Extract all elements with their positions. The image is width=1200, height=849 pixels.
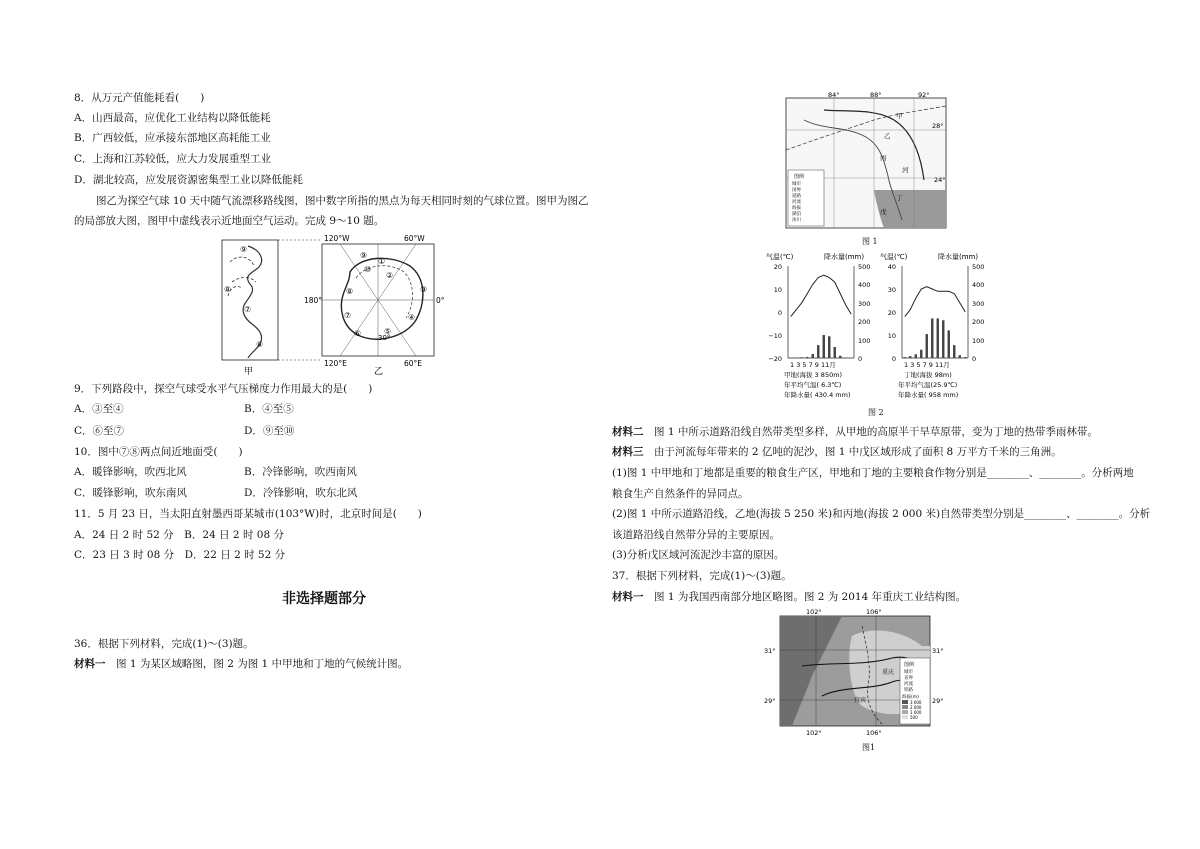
ding-annual-precip: 年降水量( 958 mm) (898, 391, 959, 399)
ding-rtick-5: 0 (972, 355, 977, 363)
sw-lat-31-right: 31° (932, 647, 944, 655)
sw-legend-title: 图例 (904, 662, 915, 668)
ding-rtick-3: 200 (972, 318, 985, 326)
map-place-he: 河 (902, 166, 909, 174)
fig2-caption: 图 2 (868, 408, 884, 417)
sw-elev-2000: 2 000 (910, 705, 922, 710)
lon-0: 0° (436, 296, 445, 305)
q11-options-row1: A．24 日 2 时 52 分 B．24 日 2 时 08 分 (74, 529, 284, 541)
lat-30: 30° (378, 334, 391, 342)
lon-60e: 60°E (404, 359, 423, 368)
map-lon-84: 84° (828, 91, 840, 99)
jia-station: 甲地(海拔 3 850m) (784, 371, 843, 379)
jia-rtick-1: 400 (858, 281, 871, 289)
yi-marker-5: ⑤ (384, 327, 392, 336)
map-legend-item-city: 城市 (792, 182, 801, 187)
material2-label: 材料二 (612, 426, 644, 438)
sw-lon-106-top: 106° (866, 608, 882, 616)
climate-charts-figure (762, 250, 998, 406)
sw-elev-500: 500 (910, 715, 918, 720)
ding-precip-bar-month-6 (931, 318, 933, 358)
ding-precip-bar-month-2 (909, 356, 911, 358)
material3-text: 由于河流每年带来的 2 亿吨的泥沙，图 1 中戊区域形成了面积 8 万平方千米的三角洲。 (654, 446, 1062, 458)
jia-precip-bar-month-4 (806, 357, 808, 358)
jia-marker-9: ⑨ (240, 245, 248, 254)
yi-marker-8: ⑧ (346, 287, 354, 296)
map-legend-item-road: 道路 (792, 194, 801, 199)
map-legend-title: 图例 (794, 174, 805, 180)
yi-marker-9: ⑨ (360, 251, 368, 260)
jia-xticks: 1 3 5 7 9 11月 (790, 361, 836, 369)
map-lat-28: 28° (932, 122, 944, 130)
ding-precip-bar-month-11 (959, 355, 961, 358)
q36-2-line2: 该道路沿线自然带分异的主要原因。 (612, 529, 780, 541)
map-lon-88: 88° (870, 91, 882, 99)
sw-elev-title: 海拔(m) (902, 695, 919, 700)
q36-3: (3)分析戊区域河流泥沙丰富的原因。 (612, 549, 785, 561)
lon-120e: 120°E (324, 359, 347, 368)
section-title: 非选择题部分 (282, 591, 366, 607)
q9-option-a: A．③至④ (74, 403, 124, 415)
lon-60w: 60°W (404, 234, 425, 243)
lon-120w: 120°W (324, 234, 350, 243)
q36-material1 (74, 657, 408, 671)
sw-legend-border: 省界 (904, 676, 913, 681)
q9-option-d: D．⑨至⑩ (244, 425, 295, 437)
sw-elev-3000: 3 000 (910, 700, 922, 705)
jia-precip-bar-month-7 (823, 335, 825, 358)
label-jia: 甲 (244, 367, 254, 377)
jia-annual-temp: 年平均气温( 6.3℃) (784, 381, 842, 389)
material3 (612, 445, 1062, 459)
balloon-path-figure (220, 232, 520, 377)
sw-lat-29-right: 29° (932, 697, 944, 705)
sw-lat-31-left: 31° (764, 647, 776, 655)
jia-precip-bar-month-3 (801, 357, 803, 358)
yi-marker-2: ② (386, 271, 394, 280)
jia-box (222, 240, 278, 360)
q37-stem: 37．根据下列材料，完成(1)～(3)题。 (612, 570, 792, 582)
map-legend-item-glacier: 冰川 (792, 218, 801, 223)
sw-lon-102-bottom: 102° (806, 729, 822, 737)
q37-material1-label: 材料一 (612, 591, 644, 603)
q8-option-c: C．上海和江苏较低，应大力发展重型工业 (74, 153, 272, 165)
ding-ltick-2: 20 (887, 309, 896, 317)
q36-stem: 36．根据下列材料，完成(1)～(3)题。 (74, 638, 254, 650)
q10-option-b: B．冷锋影响，吹西南风 (244, 466, 357, 478)
q9-option-b: B．④至⑤ (244, 403, 294, 415)
intro-9-10-line1: 图乙为探空气球 10 天中随气流漂移路线图，图中数字所指的黑点为每天相同时刻的气球位置。图甲为图乙 (96, 195, 589, 207)
sw-legend-city: 城市 (904, 670, 913, 675)
sw-lon-102-top: 102° (806, 608, 822, 616)
jia-ltick-4: −20 (768, 355, 782, 363)
map-place-wu: 戊 (880, 208, 887, 216)
q8-option-d: D．湖北较高，应发展资源密集型工业以降低能耗 (74, 174, 303, 186)
jia-ylabel-left: 气温(℃) (766, 253, 794, 261)
q37-material1 (612, 590, 966, 604)
yi-marker-1: ① (378, 257, 386, 266)
jia-rtick-3: 200 (858, 318, 871, 326)
ding-station: 丁地(海拔 98m) (904, 371, 952, 379)
sw-elev-1000: 1 000 (910, 710, 922, 715)
southwest-map-figure (762, 606, 948, 740)
map-lon-92: 92° (918, 91, 930, 99)
q36-2-line1: (2)图 1 中所示道路沿线，乙地(海拔 5 250 米)和丙地(海拔 2 000 米)自然带类型分别是________、________。分析 (612, 508, 1151, 520)
yi-marker-4: ④ (408, 313, 416, 322)
material3-label: 材料三 (612, 446, 644, 458)
ding-precip-bar-month-9 (948, 330, 950, 358)
ding-precip-bar-month-8 (942, 320, 944, 358)
q9-stem: 9．下列路段中，探空气球受水平气压梯度力作用最大的是( ) (74, 383, 373, 395)
material2-text: 图 1 中所示道路沿线自然带类型多样，从甲地的高原半干旱草原带，变为丁地的热带季雨林带。 (654, 426, 1098, 438)
sw-legend-river: 河流 (904, 682, 913, 687)
q11-stem: 11．5 月 23 日，当太阳直射墨西哥某城市(103°W)时，北京时间是( ) (74, 508, 422, 520)
ding-ylabel-right: 降水量(mm) (938, 253, 979, 261)
climate-chart-jia (766, 252, 870, 399)
ding-precip-bar-month-5 (926, 334, 928, 358)
ding-ylabel-left: 气温(℃) (880, 253, 908, 261)
q10-option-d: D．冷锋影响，吹东北风 (244, 487, 358, 499)
jia-precip-bar-month-6 (817, 345, 819, 358)
jia-marker-6: ⑥ (256, 340, 264, 349)
q10-option-a: A．暖锋影响，吹西北风 (74, 466, 187, 478)
ding-precip-bar-month-10 (953, 345, 955, 358)
yi-marker-10: ⑩ (364, 265, 372, 274)
jia-ltick-1: 10 (773, 286, 782, 294)
ding-ltick-1: 30 (887, 286, 896, 294)
map-lat-24: 24° (934, 176, 946, 184)
ding-precip-bar-month-3 (915, 354, 917, 358)
map-legend-item-border: 国界 (792, 188, 801, 193)
ding-ltick-0: 40 (887, 263, 896, 271)
q37-material1-text: 图 1 为我国西南部分地区略图。图 2 为 2014 年重庆工业结构图。 (654, 591, 967, 603)
jia-precip-bar-month-8 (828, 336, 830, 358)
fig3-caption: 图1 (862, 743, 876, 752)
q11-options-row2: C．23 日 3 时 08 分 D．22 日 2 时 52 分 (74, 549, 286, 561)
map-legend-item-elevation: 海拔 (792, 206, 801, 211)
ding-precip-bar-month-7 (937, 318, 939, 358)
q36-material1-text: 图 1 为某区域略图，图 2 为图 1 中甲地和丁地的气候统计图。 (116, 658, 409, 670)
jia-ltick-0: 20 (773, 263, 782, 271)
ding-rtick-2: 300 (972, 300, 985, 308)
ding-ltick-3: 10 (887, 332, 896, 340)
jia-ltick-3: −10 (768, 332, 782, 340)
ding-xticks: 1 3 5 7 9 11月 (904, 361, 950, 369)
jia-precip-bar-month-5 (812, 354, 814, 358)
q8-stem: 8．从万元产值能耗看( ) (74, 92, 205, 104)
sw-place-yibin: 宜宾 (854, 697, 867, 704)
jia-ylabel-right: 降水量(mm) (824, 253, 865, 261)
q10-stem: 10．图中⑦⑧两点间近地面受( ) (74, 446, 243, 458)
ding-rtick-0: 500 (972, 263, 985, 271)
ding-ltick-4: 0 (891, 355, 896, 363)
map-legend-item-lake: 湖泊 (792, 212, 801, 217)
map-place-bing: 丙 (880, 154, 887, 162)
jia-temp-line (791, 275, 852, 316)
map-place-ding: 丁 (896, 194, 903, 202)
jia-ltick-2: 0 (777, 309, 782, 317)
q36-1-line2: 粮食生产自然条件的异同点。 (612, 488, 749, 500)
ding-precip-bar-month-12 (964, 357, 966, 358)
jia-marker-8: ⑧ (224, 285, 232, 294)
intro-9-10-line2: 的局部放大图，图甲中虚线表示近地面空气运动。完成 9～10 题。 (74, 215, 385, 227)
jia-precip-bars (790, 335, 853, 358)
label-yi: 乙 (374, 367, 384, 377)
lon-180: 180° (304, 296, 323, 305)
sw-place-chongqing: 重庆 (882, 669, 895, 676)
jia-rtick-5: 0 (858, 355, 863, 363)
ding-temp-line (905, 287, 966, 317)
q9-option-c: C．⑥至⑦ (74, 425, 125, 437)
ding-rtick-1: 400 (972, 281, 985, 289)
map-place-yi: 乙 (884, 132, 891, 140)
q8-option-b: B．广西较低，应承接东部地区高耗能工业 (74, 132, 271, 144)
region-map-figure (784, 90, 954, 240)
ding-precip-bar-month-1 (904, 357, 906, 358)
jia-rtick-4: 100 (858, 337, 871, 345)
sw-lat-29-left: 29° (764, 697, 776, 705)
jia-rtick-2: 300 (858, 300, 871, 308)
q8-option-a: A．山西最高，应优化工业结构以降低能耗 (74, 112, 271, 124)
ding-annual-temp: 年平均气温(25.9℃) (898, 381, 958, 389)
q36-1-line1: (1)图 1 中甲地和丁地都是重要的粮食生产区，甲地和丁地的主要粮食作物分别是________、________。分析两地 (612, 467, 1134, 479)
jia-precip-bar-month-9 (834, 347, 836, 358)
sw-lon-106-bottom: 106° (866, 729, 882, 737)
climate-chart-ding (880, 252, 984, 399)
jia-annual-precip: 年降水量( 430.4 mm) (784, 391, 851, 399)
jia-marker-7: ⑦ (244, 305, 252, 314)
jia-rtick-0: 500 (858, 263, 871, 271)
sw-legend-railway: 铁路 (904, 688, 913, 693)
yi-marker-7: ⑦ (344, 311, 352, 320)
q10-option-c: C．暖锋影响，吹东南风 (74, 487, 188, 499)
yi-marker-3: ③ (420, 285, 428, 294)
map-place-jia: 甲 (896, 112, 903, 120)
q36-material1-label: 材料一 (74, 658, 106, 670)
material2 (612, 425, 1098, 439)
ding-precip-bars (904, 318, 967, 358)
ding-rtick-4: 100 (972, 337, 985, 345)
yi-marker-6: ⑥ (354, 329, 362, 338)
fig1-caption: 图 1 (862, 237, 878, 246)
map-legend-item-river: 河流 (792, 200, 801, 205)
jia-precip-bar-month-10 (839, 356, 841, 358)
ding-precip-bar-month-4 (920, 350, 922, 358)
